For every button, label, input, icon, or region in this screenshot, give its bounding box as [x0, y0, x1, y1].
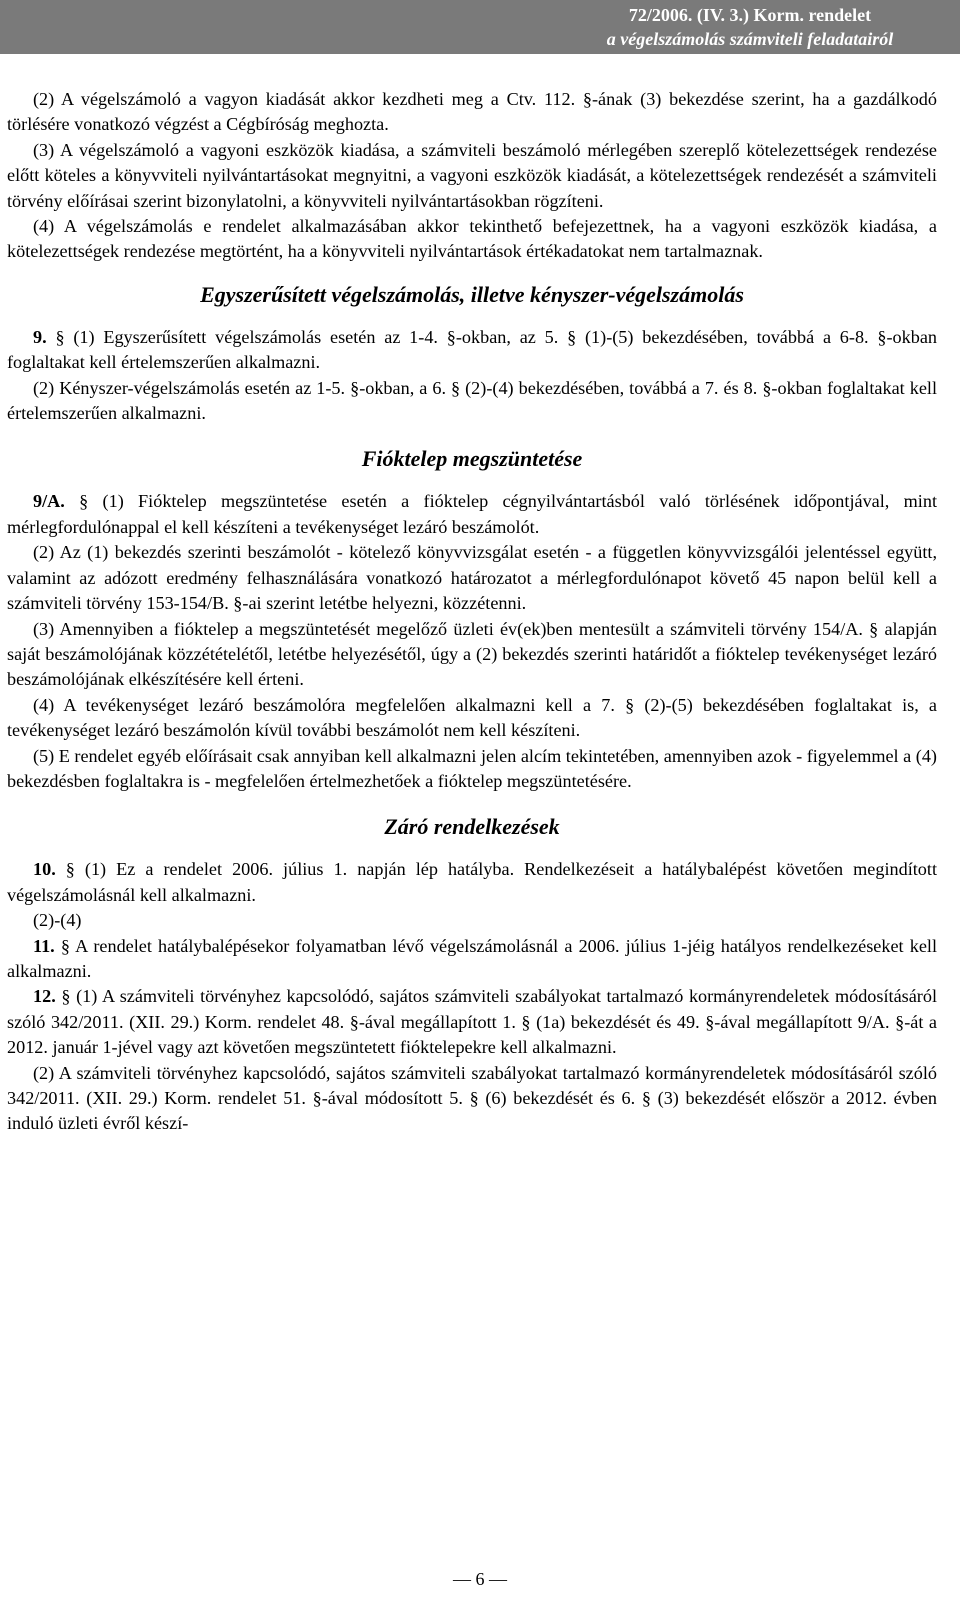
section-text: § A rendelet hatálybalépésekor folyamatban lévő végelszámolásnál a 2006. július 1-jéig hatályos rendelkezéseket kell alkalmazni.	[7, 935, 937, 981]
section-number: 12.	[33, 986, 56, 1007]
paragraph-8-2: (2) A végelszámoló a vagyon kiadását akkor kezdheti meg a Ctv. 112. §-ának (3) bekezdése szerint, ha a gazdálkodó törlésére vonatkozó végzést a Cégbíróság meghozta.	[7, 89, 937, 135]
section-9-paragraph-2: (2) Kényszer-végelszámolás esetén az 1-5. §-okban, a 6. § (2)-(4) bekezdésében, továbbá a 7. és 8. §-okban foglaltakat kell értelemszerűen alkalmazni.	[7, 377, 937, 424]
section-number: 9.	[33, 326, 47, 347]
section-text: § (1) A számviteli törvényhez kapcsolódó, sajátos számviteli szabályokat tartalmazó kormányrendeletek módosításáról szóló 342/2011. (XII. 29.) Korm. rendelet 48. §-ával megállapított 1. § (1a) bekezdését és 49. §-ával megállapított 9/A. §-át a 2012. január 1-jével vagy azt követően megszüntetett fióktelepekre kell alkalmazni.	[7, 986, 938, 1058]
section-12-paragraph-1	[7, 984, 937, 1060]
section-9-paragraph-1	[7, 325, 937, 376]
section-number: 10.	[33, 859, 56, 880]
section-title-branch: Fióktelep megszüntetése	[361, 446, 583, 472]
section-9a-paragraph-1	[7, 489, 937, 540]
section-text: § (1) Egyszerűsített végelszámolás esetén az 1-4. §-okban, az 5. § (1)-(5) bekezdésében, továbbá a 6-8. §-okban foglaltakat kell értelemszerűen alkalmazni.	[7, 326, 937, 373]
section-12-paragraph-2: (2) A számviteli törvényhez kapcsolódó, sajátos számviteli szabályokat tartalmazó kormányrendeletek módosításáról szóló 342/2011. (XII. 29.) Korm. rendelet 51. §-ával módosított 5. § (6) bekezdését és 6. § (3) bekezdését először a 2012. évben induló üzleti évről készí-	[7, 1062, 937, 1134]
section-10-paragraph-2: (2)-(4)	[33, 910, 82, 931]
section-9a-paragraph-4: (4) A tevékenységet lezáró beszámolóra megfelelően alkalmazni kell a 7. § (2)-(5) bekezdésében foglaltakat is, a tevékenységet lezáró beszámolón kívül további beszámolót nem kell készíteni.	[7, 694, 937, 741]
section-text: § (1) Ez a rendelet 2006. július 1. napján lép hatályba. Rendelkezéseit a hatálybalépést követően megindított végelszámolásnál kell alkalmazni.	[7, 859, 938, 905]
section-11-paragraph	[7, 934, 937, 985]
page-header	[0, 0, 960, 54]
section-10-paragraph-1	[7, 857, 937, 908]
section-9a-paragraph-3: (3) Amennyiben a fióktelep a megszüntetését megelőző üzleti év(ek)ben mentesült a számviteli törvény 154/A. § alapján saját beszámolójának közzétételétől, letétbe helyezésétől, úgy a (2) bekezdés szerinti határidőt a fióktelep tevékenységet lezáró beszámolójának elkészítésére kell érteni.	[7, 618, 937, 690]
section-number: 9/A.	[33, 491, 65, 512]
section-9a-paragraph-5: (5) E rendelet egyéb előírásait csak annyiban kell alkalmazni jelen alcím tekintetében, amennyiben azok - figyelemmel a (4) bekezdésben foglaltakra is - megfelelően értelmezhetőek a fióktelep megszüntetésére.	[7, 745, 937, 791]
section-title-simplified: Egyszerűsített végelszámolás, illetve kényszer-végelszámolás	[200, 281, 744, 307]
section-title-final: Záró rendelkezések	[384, 814, 560, 840]
document-body	[7, 87, 937, 1137]
header-subtitle: a végelszámolás számviteli feladatairól	[606, 29, 894, 49]
page-number: — 6 —	[453, 1569, 507, 1589]
paragraph-8-4: (4) A végelszámolás e rendelet alkalmazásában akkor tekinthető befejezettnek, ha a vagyoni eszközök kiadása, a kötelezettségek rendezése megtörtént, ha a könyvviteli nyilvántartások értékadatokat nem tartalmaznak.	[7, 216, 937, 262]
section-text: § (1) Fióktelep megszüntetése esetén a fióktelep cégnyilvántartásból való törlésének időpontjával, mint mérlegfordulónappal el kell készíteni a tevékenységet lezáró beszámolót.	[7, 491, 938, 537]
header-title: 72/2006. (IV. 3.) Korm. rendelet	[628, 5, 872, 25]
paragraph-8-3: (3) A végelszámoló a vagyoni eszközök kiadása, a számviteli beszámoló mérlegében szereplő kötelezettségek rendezése előtt köteles a könyvviteli nyilvántartásokat megnyitni, a vagyoni eszközök kiadását, a kötelezettségek rendezését a számviteli törvény előírásai szerint bizonylatolni, a könyvviteli nyilvántartásokban rögzíteni.	[7, 139, 937, 211]
section-number: 11.	[33, 935, 55, 956]
section-9a-paragraph-2: (2) Az (1) bekezdés szerinti beszámolót - kötelező könyvvizsgálat esetén - a független könyvvizsgálói jelentéssel együtt, valamint az adózott eredmény felhasználására vonatkozó határozatot a mérlegfordulónapot követő 45 napon belül kell a számviteli törvény 153-154/B. §-ai szerint letétbe helyezni, közzétenni.	[7, 542, 937, 614]
